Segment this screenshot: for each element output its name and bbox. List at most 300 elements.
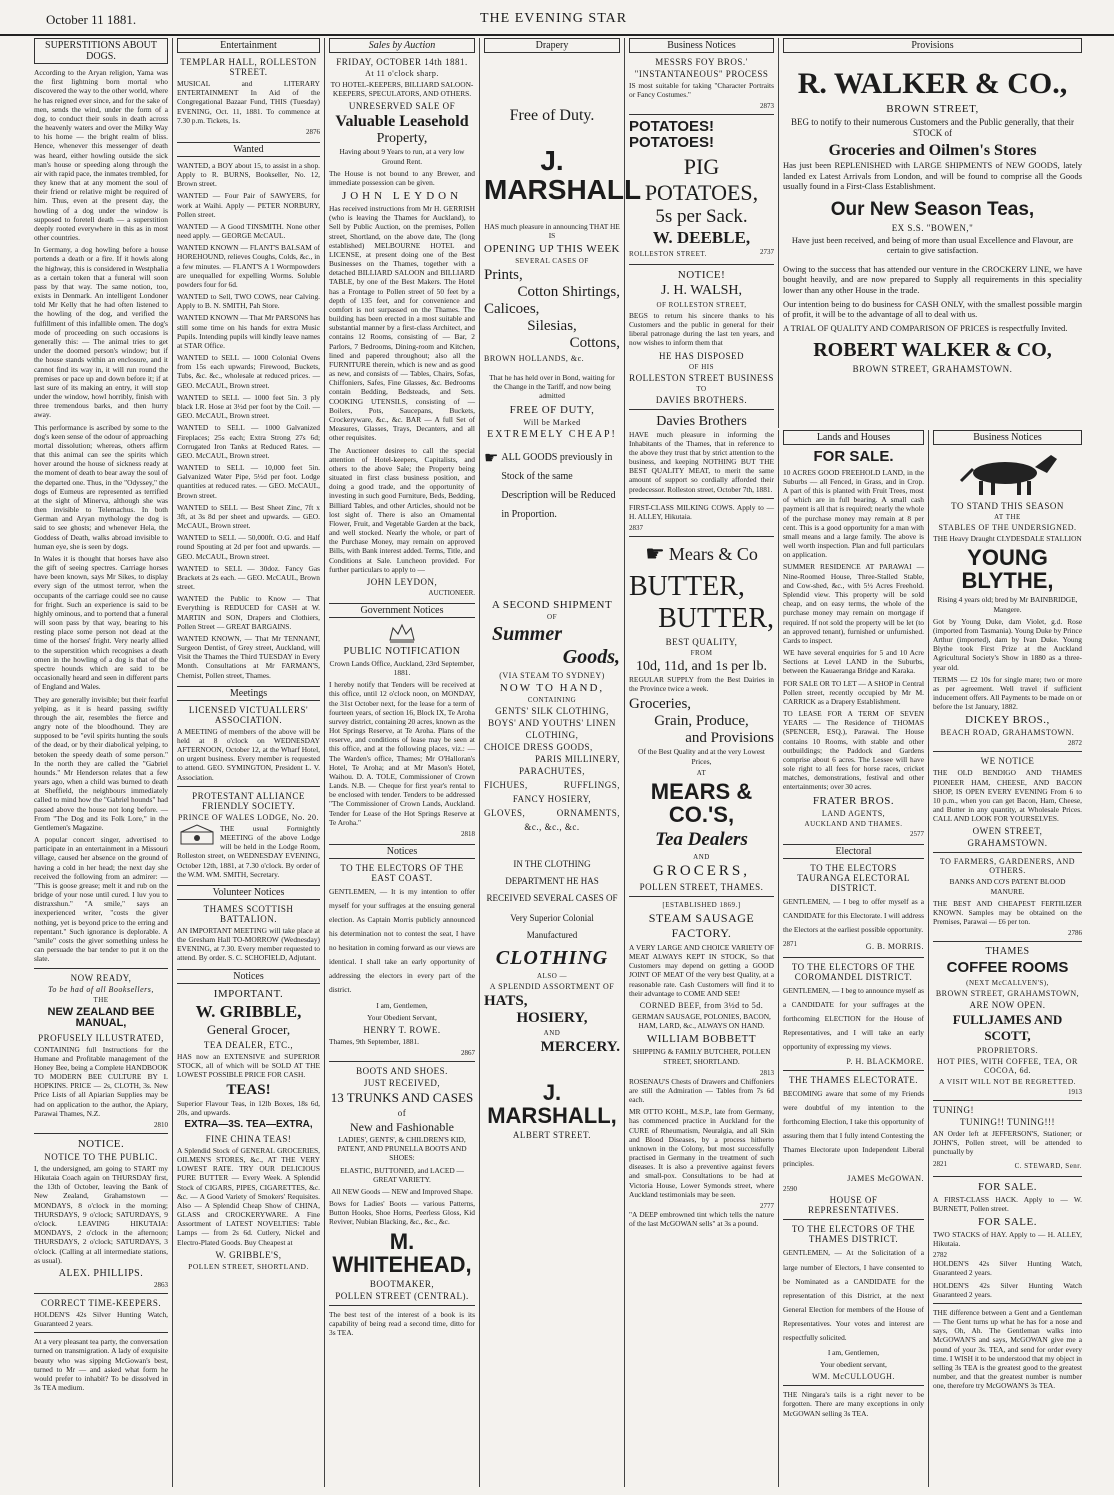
ad-head: IMPORTANT. xyxy=(213,987,284,1000)
ad-body: GENTLEMEN, — At the Solicitation of a large number of Electors, I have consented to be Nominated as a CANDIDATE for the representation of this District, at the next General Election for members of the House of Representatives. Your votes and interest are respectfully solicited. xyxy=(783,1248,924,1342)
land-ad: WE have several enquiries for 5 and 10 Acre Sections at Level LAND in the Suburbs, between the Kauaeranga Bridge and Karaka. xyxy=(783,648,924,676)
land-ad: FOR SALE OR TO LET — A SHOP in Central Pollen street, recently occupied by Mr M. CARRICK as a Drapery Establishment. xyxy=(783,678,924,706)
ad-line: HE HAS DISPOSED xyxy=(658,350,744,361)
section-header: Provisions xyxy=(783,38,1082,53)
ad-line: A VISIT WILL NOT BE REGRETTED. xyxy=(938,1077,1077,1087)
ad-body: Superior Flavour Teas, in 12lb Boxes, 18s 6d, 20s, and upwards. xyxy=(177,1099,320,1118)
ad-signature: P. H. BLACKMORE. xyxy=(846,1057,924,1067)
ad-head: TO STAND THIS SEASON xyxy=(951,501,1064,511)
land-ad: 10 ACRES GOOD FREEHOLD LAND, in the Suburbs — all Fenced, in Grass, and in Crop. A part of this is planted with Fruit Trees, most of which are in full bearing. A small cash payment is all that is required; nearly the whole of the purchase money may remain at 8 per cent. This is a good opportunity for a man with small means and a large family. The above is well worth inspection. Plan and full particulars on application. xyxy=(783,467,924,560)
section-header: Business Notices xyxy=(933,430,1082,445)
ad-address: GRAHAMSTOWN. xyxy=(967,838,1048,849)
ad-line: TEA DEALER, ETC., xyxy=(203,1039,294,1050)
price-line: 5s per Sack. xyxy=(655,205,748,227)
sale-title: Valuable Leasehold xyxy=(335,113,469,131)
ad-body: ROSENAU'S Chests of Drawers and Chiffoniers are still the Admiration — Tables from 7s 6d each. xyxy=(629,1076,774,1105)
ad-signature: JAMES McGOWAN. xyxy=(847,1174,924,1184)
ad-body: I hereby notify that Tenders will be received at this office, until 12 o'clock noon, on MONDAY, the 31st October next, for the lease for a term of fourteen years, of section 16, Block IX, Te Aroha survey district, containing 20 acres, known as the Hot Springs Reserve, at Te Aroha. Plans of the reserve, and conditions of lease may be seen at this office, and at the following places, viz.: — The Warden's office, Thames; Mr O'Halloran's Hotel, Te Aroha; and at Mr Mason's Hotel, Waihou. D. A. TOLE, Commissioner of Crown Lands. N.B. — Cheque for first year's rental to be enclosed with tender. Tenders to be addressed "The Commissioner of Crown Lands, Auckland. Tender for Lease of the Hot Springs Reserve at Te Aroha." xyxy=(329,680,475,827)
ad-line: At 11 o'clock sharp. xyxy=(365,69,439,78)
ad-line: Cottons, xyxy=(569,335,620,352)
wanted-ad: WANTED to SELL — 30doz. Fancy Gas Brackets at 2s each. — GEO. McCAUL, Brown street. xyxy=(177,563,320,592)
ad-line: (VIA STEAM TO SYDNEY) xyxy=(499,670,605,680)
ad-body: HAS much pleasure in announcing THAT HE IS xyxy=(484,221,620,240)
ad-line: EXTRA—3S. TEA—EXTRA, xyxy=(184,1119,313,1131)
ad-line: TUNING! xyxy=(933,1105,974,1116)
ad-signature: W. GRIBBLE'S, xyxy=(215,1249,282,1260)
ad-line: DAVIES BROTHERS. xyxy=(655,394,748,405)
ad-line: JUST RECEIVED, xyxy=(363,1078,441,1089)
ad-number: 1913 xyxy=(1068,1088,1082,1097)
ad-line: ALSO — xyxy=(536,972,568,981)
ad-body: Having about 9 Years to run, at a very low Ground Rent. xyxy=(339,147,465,166)
ad-signature: G. B. MORRIS. xyxy=(865,941,924,951)
ad-line: CONTAINING xyxy=(527,695,577,704)
ad-head: TO THE ELECTORS TAURANGA ELECTORAL DISTRICT. xyxy=(797,862,910,893)
issue-date: October 11 1881. xyxy=(46,12,137,27)
ad-head: CORRECT TIME-KEEPERS. xyxy=(40,1297,162,1308)
ad-line: PROPRIETORS. xyxy=(976,1046,1039,1056)
ad-line: AND xyxy=(543,1029,561,1038)
ad-body: ALL GOODS previously in Stock of the same Description will be Reduced in Proportion. xyxy=(501,451,616,520)
ad-body: A FIRST-CLASS HACK. Apply to — W. BURNETT, Pollen street. xyxy=(933,1194,1082,1213)
ad-line: BOYS' AND YOUTHS' LINEN xyxy=(488,717,616,728)
mears-banner: Mears & Co xyxy=(668,543,758,564)
ad-line: THAMES xyxy=(985,946,1030,958)
column-1 xyxy=(30,38,172,1487)
ad-number: 2737 xyxy=(760,247,774,256)
sale-title: Property, xyxy=(376,131,428,147)
article-paragraph: This performance is ascribed by some to the dog's keen sense of the odour of approaching mortal dissolution; whereas, others affirm that this animal can see the spirits which hover around the house of sickness ready at the moment of death to bear away the soul of the departed one. Thus, in the "Odyssey," the dogs of Eumeus are represented as terrified at the sight of Minerva, although she was then invisible to Telemachus. In both German and Aryan mythology the dog is said to see ghosts; and whenever Hela, the Goddess of Death, walks abroad invisible to human eye, she is seen by dogs. xyxy=(34,422,168,551)
ad-line: Free of Duty. xyxy=(509,107,595,124)
ad-line: ARE NOW OPEN. xyxy=(969,1000,1046,1011)
section-header: Business Notices xyxy=(629,38,774,53)
ad-head: FOR SALE. xyxy=(978,1180,1037,1193)
ad-line: PARACHUTES, xyxy=(519,765,585,776)
ad-line: "INSTANTANEOUS" PROCESS xyxy=(634,69,769,79)
ad-signature: HENRY T. ROWE. xyxy=(363,1024,441,1035)
ad-head: TEMPLAR HALL, ROLLESTON STREET. xyxy=(180,57,317,77)
ad-line: PARIS MILLINERY, xyxy=(534,753,620,764)
wanted-ad: WANTED KNOWN — That Mr PARSONS has still some time on his hands for extra Music Pupils. Intending pupils will kindly leave names at STAR Office. xyxy=(177,313,320,350)
ad-body: TERMS — £2 10s for single mare; two or more as per agreement. Well travel if sufficient inducement offers. All Payments to be made on or before the 1st January, 1882. xyxy=(933,674,1082,712)
newspaper-title: THE EVENING STAR xyxy=(480,11,628,26)
ad-line: OF HIS xyxy=(689,362,714,371)
notice-body: I, the undersigned, am going to START my Hikutaia Coach again on THURSDAY first, the 13th of October, leaving the Bank of New Zealand, Grahamstown — MONDAYS, 8 o'clock in the morning; THURSDAYS, 9 o'clock; SATURDAYS, 9 o'clock. LEAVING HIKUTAIA: MONDAYS, 2 o'clock in the afternoon; THURSDAYS, 2 o'clock; SATURDAYS, 3 o'clock. (Calling at all intermediate stations, as usual). xyxy=(34,1163,168,1265)
column-5 xyxy=(624,38,778,1487)
ad-body: BEGS to return his sincere thanks to his Customers and the public in general for their liberal patronage during the last ten years, and now wishes to inform them that xyxy=(629,310,774,348)
ad-body: GENTLEMEN, — It is my intention to offer myself for your suffrages at the ensuing general election. As Captain Morris publicly announced his determination not to contest the seat, I have no hesitation in coming forward as our views are identical. I shall take an early opportunity of addressing the electors in every part of the district. xyxy=(329,887,475,995)
ad-body: MUSICAL and LITERARY ENTERTAINMENT In Aid of the Congregational Bazaar Fund, THIS (Tuesday) EVENING, Oct. 11, 1881. To commence at 7.30 p.m. Tickets, 1s. xyxy=(177,79,320,125)
ad-line: Silesias, xyxy=(527,318,577,335)
ad-line: ROLLESTON STREET BUSINESS xyxy=(629,372,774,383)
ad-body: All NEW Goods — NEW and Improved Shape. xyxy=(331,1186,473,1196)
ad-head: TO THE ELECTORS OF THE COROMANDEL DISTRICT. xyxy=(791,961,916,982)
deeble-name: W. DEEBLE, xyxy=(652,227,751,247)
ad-line: CORNED BEEF, from 3½d to 5d. xyxy=(639,1000,764,1010)
wanted-ad: WANTED to SELL — 1000 Colonial Ovens from 15s each upwards; Firewood, Buckets, Tubs, &c. &c., wholesale at reduced prices. — GEO. McCAUL, Brown street. xyxy=(177,353,320,390)
ad-number: 2786 xyxy=(1068,929,1082,938)
ad-body: The House is not bound to any Brewer, and immediate possession can be given. xyxy=(329,168,475,187)
ad-line: &c., &c., &c. xyxy=(524,821,580,832)
article-paragraph: In Wales it is thought that horses have also the gift of seeing spectres. Carriage horses have been known, says Mr Sikes, to display every sign of the utmost terror, when the occupants of the carriage could see no cause for fright. Such an experience is said to be highly ominous, and to portend that a funeral will soon pass by that way, bearing to his resting place some person not dead at the time of the horses' fright. Very nearly allied to the superstition which recognises a death omen in the howling of a dog is that of the spectre hounds which are said to be occasionally heard and seen in different parts of England and Wales. xyxy=(34,553,168,692)
wanted-ad: WANTED KNOWN — FLANT'S BALSAM of HOREHOUND, relieves Coughs, Colds, &c., in a few minutes. — FLANT'S A 1 Wormpowders are unequalled for expelling Worms. Soluble powders four for 6d. xyxy=(177,243,320,289)
coffee-rooms-title: COFFEE ROOMS xyxy=(946,959,1069,977)
gribble-name: W. GRIBBLE, xyxy=(195,1001,302,1021)
ad-number: 2876 xyxy=(306,127,320,136)
ad-body: HAS now an EXTENSIVE and SUPERIOR STOCK, all of which will be SOLD AT THE LOWEST POSSIBLE PRICE FOR CASH. xyxy=(177,1051,320,1079)
wanted-ad: WANTED to SELL — 10,000 feet 5in. Galvanized Water Pipe, 5½d per foot. Lodge quantities at reduced rates. — GEO. McCAUL, Brown street. xyxy=(177,463,320,500)
ad-line: LAND AGENTS, xyxy=(821,808,886,818)
ad-number: 2863 xyxy=(154,1280,168,1289)
ad-role: AUCTIONEER. xyxy=(428,588,475,597)
ad-line: HATS, xyxy=(484,993,528,1010)
column-6 xyxy=(778,430,928,1487)
ad-head: PROTESTANT ALLIANCE FRIENDLY SOCIETY. xyxy=(192,790,305,811)
wanted-ad: WANTED to SELL — 1000 Galvanized Fireplaces; 25s each; Extra Strong 27s 6d; Corrugated Iron Tanks at Reduced Rates. — GEO. McCAUL, Brown street. xyxy=(177,423,320,460)
wanted-ad: WANTED to SELL — 1000 feet 5in. 3 ply black I.R. Hose at 3½d per foot by the Coil. — GEO. McCAUL, Brown street. xyxy=(177,392,320,421)
ad-line: 13 TRUNKS AND CASES xyxy=(330,1090,474,1106)
young-blythe-title: YOUNG BLYTHE, xyxy=(961,545,1054,594)
bobbett-name: WILLIAM BOBBETT xyxy=(646,1033,757,1046)
ad-body: GERMAN SAUSAGE, POLONIES, BACON, HAM, LARD, &c., ALWAYS ON HAND. xyxy=(632,1011,771,1031)
ad-line: FRIDAY, OCTOBER 14th 1881. xyxy=(336,57,468,67)
davies-name: Davies Brothers xyxy=(656,413,747,429)
ad-line: TEAS! xyxy=(226,1082,271,1099)
ad-signature: WM. McCULLOUGH. xyxy=(812,1372,895,1382)
ad-number: 2813 xyxy=(760,1068,774,1077)
ad-line: AUCKLAND AND THAMES. xyxy=(804,819,903,828)
ad-head: TO THE ELECTORS OF THE EAST COAST. xyxy=(340,863,464,883)
ad-head: HOUSE OF REPRESENTATIVES. xyxy=(807,1195,900,1216)
ad-body: CONTAINING full Instructions for the Humane and Profitable management of the Honey Bee, being a Complete HANDBOOK TO MODERN BEE CULTURE BY I. HOPKINS. PRICE — 2s, CLOTH, 3s. New Price Lists of all Apiarian Supplies may be had on application to the author, the Apiary, Parawai Thames, N.Z. xyxy=(34,1044,168,1118)
ad-line: and Provisions xyxy=(685,730,774,747)
ad-line: [ESTABLISHED 1869.] xyxy=(662,900,741,909)
ad-head: MESSRS FOY BROS.' xyxy=(655,57,748,67)
ad-line: MERCERY. xyxy=(540,1039,620,1056)
ad-line: I am, Gentlemen, xyxy=(827,1347,880,1357)
article-paragraph: They are generally invisible; but their fearful yelping, as it is heard passing swiftly through the air, resembles the fierce and angry note of the bloodhound. They are supposed to be "evil spirits hunting the souls of the dead, or by their diabolical yelping, to betoken the speedy death of some person." In the north they are called the "Gabriel hounds." Mr Henderson relates that a few years ago, when a child was burned to death at Sheffield, the neighbours immediately called to mind how the "Gabriel hounds" had passed above the house not long before. — From "The Dog and its Folk Lore," in the Gentlemen's Magazine. xyxy=(34,694,168,832)
clothing-title: CLOTHING xyxy=(495,947,609,970)
ad-line: EXTREMELY CHEAP! xyxy=(487,428,617,440)
ad-body: Has just been REPLENISHED with LARGE SHIPMENTS of NEW GOODS, lately landed ex Latest Arrivals from London, and will be found to comprise all the Goods usually found in a First-Class Establishment. xyxy=(783,160,1082,192)
ad-line: TO xyxy=(696,384,707,393)
ad-body: The Auctioneer desires to call the special attention of Hotel-keepers, Capitalists, and others to the above Sale; the Property being situated in first class business position, and doing a good trade, and the opportunity of investing in such good Furniture, Beds, Bedding, Billiard Tables, and other Articles, should not be lost sight of. There is also an Ornamental Flower, Fruit, and Vegetable Garden at the back, and well stocked. Nearly the whole, or part of the Purchase Money, may remain on approved Bills, with Bank interest added. Terms, Title, and Conditions at Sale. Luncheon provided. For further particulars to apply to — xyxy=(329,445,475,574)
filler-paragraph: "A DEEP embrowned tint which tells the nature of the last McGOWAN sells" at 3s a pound. xyxy=(629,1209,774,1229)
ad-address: BEACH ROAD, GRAHAMSTOWN. xyxy=(940,728,1075,738)
ad-line: Prints, xyxy=(484,267,523,284)
ad-line: New and Fashionable xyxy=(350,1120,454,1135)
bee-manual-title: NEW ZEALAND BEE MANUAL, xyxy=(47,1005,155,1030)
masthead xyxy=(0,0,1114,36)
ad-body: LADIES', GENTS', & CHILDREN'S KID, PATENT, AND PRUNELLA BOOTS AND SHOES: xyxy=(337,1135,467,1163)
butter-title: BUTTER, xyxy=(658,603,774,635)
ad-body: HOLDEN'S 42s Silver Hunting Watch, Guaranteed 2 years. xyxy=(34,1309,168,1329)
for-sale-title: FOR SALE. xyxy=(813,448,894,465)
ad-body: Crown Lands Office, Auckland, 23rd September, 1881. xyxy=(329,658,475,678)
ad-line: To be had of all Booksellers, xyxy=(48,984,154,994)
season-teas-title: Our New Season Teas, xyxy=(830,198,1035,220)
goods-title: Goods, xyxy=(562,645,620,668)
ad-line: Your Obedient Servant, xyxy=(367,1012,437,1022)
ad-body: Bows for Ladies' Boots — various Patterns, Button Hooks, Shoe Horns, Peerless Gloss, Kid Reviver, Nubian Blacking, &c., &c., &c. xyxy=(329,1199,475,1227)
ad-line: BEST QUALITY, xyxy=(665,637,738,648)
ad-line: PRINCE OF WALES LODGE, No. 20. xyxy=(177,812,320,822)
ad-number: 2777 xyxy=(760,1201,774,1210)
ad-body: HOLDEN'S 42s Silver Hunting Watch, Guaranteed 2 years. xyxy=(933,1259,1082,1278)
frater-name: FRATER BROS. xyxy=(812,794,895,807)
ad-body: THE OLD BENDIGO AND THAMES PIONEER HAM, CHEESE, AND BACON SHOP, IS OPEN EVERY EVENING From 6 to 10 p.m., when you can get Bacon, Ham, Cheese, and Butter in any quantity, at Wholesale Prices. CALL AND LOOK FOR YOURSELVES. xyxy=(933,768,1082,824)
section-header: Government Notices xyxy=(329,603,475,618)
ad-line: HOSIERY, xyxy=(516,1010,588,1027)
wanted-ad: WANTED, a BOY about 15, to assist in a shop. Apply to R. BURNS, Bookseller, No. 12, Brown street. xyxy=(177,160,320,189)
wanted-ad: WANTED — Four Pair of SAWYERS, for work at Waihi. Apply — PETER NORBURY, Pollen street. xyxy=(177,191,320,219)
ad-body: A VERY LARGE AND CHOICE VARIETY OF MEAT ALWAYS KEPT IN STOCK, So that Customers may depend on getting a GOOD JOINT OF MEAT Of the very best Quality, at a reasonable rate. Cash Customers will find it to their advantage to COME AND SEE! xyxy=(629,942,774,998)
ad-body: REGULAR SUPPLY from the Best Dairies in the Province twice a week. xyxy=(629,675,774,694)
butter-title: BUTTER, xyxy=(629,571,745,603)
wanted-ad: WANTED — A Good TINSMITH. None other need apply. — GEORGE McCAUL. xyxy=(177,221,320,241)
marshall-name: J. MARSHALL xyxy=(484,145,642,206)
ad-body: Very Superior Colonial Manufactured xyxy=(510,912,594,941)
ad-address: POLLEN STREET (CENTRAL). xyxy=(335,1290,469,1301)
ad-head: WE NOTICE xyxy=(980,756,1035,767)
crown-icon xyxy=(387,622,417,644)
pointing-hand-icon: ☛ xyxy=(484,449,499,467)
ad-address: BROWN STREET, GRAHAMSTOWN. xyxy=(852,364,1013,375)
ad-body: IN THE CLOTHING DEPARTMENT HE HAS RECEIVED SEVERAL CASES OF xyxy=(486,858,618,903)
ad-address: ROLLESTON STREET. xyxy=(629,249,707,258)
ad-line: Groceries, xyxy=(629,696,692,713)
horse-icon xyxy=(943,449,1073,497)
ad-line: A SPLENDID ASSORTMENT OF xyxy=(489,982,615,992)
filler-paragraph: THE Ningara's tails is a right never to be forgotten. There are many exceptions in only McGOWAN selling 3s TEA. xyxy=(783,1390,924,1418)
butter-price: 10d, 11d, and 1s per lb. xyxy=(636,659,767,675)
ad-line: CLOTHING, xyxy=(525,729,579,740)
ad-line: AT THE xyxy=(994,513,1021,521)
ad-line: GENTS' SILK CLOTHING, xyxy=(495,705,609,716)
ad-line: Will be Marked xyxy=(523,417,581,427)
ad-number: 2871 xyxy=(783,939,797,948)
ad-line: SEVERAL CASES OF xyxy=(515,257,589,266)
land-ad: TO LEASE FOR A TERM OF SEVEN YEARS — The Residence of THOMAS (SPENCER, ESQ.), Parawai. The House contains 10 Rooms, with stable and other outbuildings; the Paddock and Gardens comprise about 6 acres. The Lessee will have sole right to all fees for horse races, cricket matches, demonstrations, festival and other entertainments; over 30 acres. xyxy=(783,709,924,792)
ad-body: HAVE much pleasure in informing the Inhabitants of the Thames, that in reference to the above they trust that by strict attention to the business, and keeping NOTHING BUT THE BEST QUALITY MEAT, to merit the same amount of support so cordially afforded their predecessor. Rolleston street, October 7th, 1881. xyxy=(629,429,774,494)
ad-line: ORNAMENTS, xyxy=(556,807,620,818)
wanted-ad: WANTED KNOWN, — That Mr TENNANT, Surgeon Dentist, of Grey street, Auckland, will Visit the Thames the Third TUESDAY in Every Month. Consultations at Mr FARMAN'S, Chemist, Pollen street, Thames. xyxy=(177,633,320,680)
dickey-name: DICKEY BROS., xyxy=(965,714,1050,727)
ad-line: FICHUES, xyxy=(484,779,528,790)
ad-line: I am, Gentlemen, xyxy=(376,1000,428,1010)
ad-number: 2867 xyxy=(461,1049,475,1058)
article-paragraph: In Germany, a dog howling before a house portends a death or a fire. If it howls along the highway, this is considered in Westphalia as a certain token that a funeral will soon pass by that way. The same notion, too, exists in Denmark. An intelligent Londoner told Mr Kelly that he had often listened to the howling of the dog, and verified the fulfillment of this infallible omen. The dog's mode of proceeding on such occasions is generally this: — The animal tries to get under the doomed person's window; but if the house stands within an enclosure, and it cannot find its way in, it will run round the premises or pace up and down before it; if at last sure of its making an entry, it will stop under the window, howl horribly, finish with three tremendous barks, and then hurry away. xyxy=(34,245,168,420)
marshall-name: J. MARSHALL, xyxy=(487,1080,617,1129)
ad-line: OF xyxy=(547,612,557,621)
ad-body: SHIPPING & FAMILY BUTCHER, POLLEN STREET, SHORTLAND. xyxy=(632,1047,771,1066)
ad-line: NOW READY, xyxy=(70,972,132,983)
ad-line: OF ROLLESTON STREET, xyxy=(656,300,747,309)
wanted-ad: WANTED to SELL — Best Sheet Zinc, 7ft x 3ft, at 3s 8d per sheet and upwards. — GEO. McCAUL, Brown street. xyxy=(177,502,320,531)
fulljames-name: FULLJAMES AND SCOTT, xyxy=(952,1012,1063,1044)
walker-name: ROBERT WALKER & CO, xyxy=(813,339,1052,362)
filler-paragraph: The best test of the interest of a book is its capability of being read a second time, ditto for 3s TEA. xyxy=(329,1309,475,1338)
article-paragraph: A popular concert singer, advertised to participate in an entertainment in a Missouri village, caused her absence on the ground of having a cold in her head; the next day she received the following from an admirer: — "This is goose grease; melt it and rub on the bridge of your nose until cured. I luv you to distraxshun." "A smile," says an inexperienced writer, "costs the giver nothing, yet is beyond price to the erring and repentant." Such ignorance is deplorable. A "smile" costs the giver something unless he can persuade the bar tender to put it on the slate. xyxy=(34,835,168,964)
pig-potatoes-title: PIG POTATOES, xyxy=(644,153,759,205)
ad-line: NOW TO HAND, xyxy=(499,681,605,694)
ad-address: OWEN STREET, xyxy=(972,826,1043,837)
ad-line: THE xyxy=(93,995,109,1004)
ad-body: BANKS AND CO'S PATENT BLOOD MANURE. xyxy=(949,877,1066,896)
section-header: Volunteer Notices xyxy=(177,885,320,900)
notice-signature: ALEX. PHILLIPS. xyxy=(58,1267,144,1279)
ad-line: GROCERS, xyxy=(653,862,750,879)
ad-body: GENTLEMEN, — I beg to offer myself as a CANDIDATE for this Electorate. I will address the Electors at the earliest possible opportunity. xyxy=(783,896,924,934)
ad-signature: JOHN LEYDON, xyxy=(366,576,438,587)
section-header: Meetings xyxy=(177,686,320,701)
ad-line: of xyxy=(397,1108,407,1119)
summer-title: Summer xyxy=(492,622,563,645)
ad-body: THE BEST AND CHEAPEST FERTILIZER KNOWN. Samples may be obtained on the Premises, Parawai — £6 per ton. xyxy=(933,898,1082,927)
ad-body: THE usual Fortnightly MEETING of the above Lodge will be held in the Lodge Room, Rolleston street, on WEDNESDAY EVENING, October 12th, 1881, at 7.30 o'clock. By order of the W.M. WM. SMITH, Secretary. xyxy=(177,823,320,879)
article-title: SUPERSTITIONS ABOUT DOGS. xyxy=(34,38,168,64)
walsh-name: J. H. WALSH, xyxy=(660,282,743,298)
ad-body: BECOMING aware that some of my Friends were doubtful of my intention to the forthcoming Election, I take this opportunity of assuring them that I fully intend Contesting the Thames Electorate upon Independent Liberal principles. xyxy=(783,1089,924,1169)
ad-body: A TRIAL OF QUALITY AND COMPARISON OF PRICES is respectfully Invited. xyxy=(783,322,1068,333)
ad-body: Our intention being to do business for CASH ONLY, with the smallest possible margin of profit, it will be to the advantage of all to deal with us. xyxy=(783,298,1082,320)
section-header: Wanted xyxy=(177,142,320,157)
ad-head: NOTICE! xyxy=(677,268,726,281)
ad-line: FREE OF DUTY, xyxy=(509,403,595,416)
ad-head: PUBLIC NOTIFICATION xyxy=(343,645,461,657)
ad-body: GENTLEMEN, — I beg to announce myself as a CANDIDATE for your suffrages at the forthcoming ELECTION for the House of Representatives, and I will take an early opportunity of expressing my views. xyxy=(783,985,924,1052)
ad-line: Grain, Produce, xyxy=(654,713,749,730)
ad-body: TWO STACKS of HAY. Apply to — H. ALLEY, Hikutaia. xyxy=(933,1229,1082,1249)
ad-line: BROWN STREET, xyxy=(886,103,979,115)
groceries-title: Groceries and Oilmen's Stores xyxy=(828,142,1037,160)
section-header: Entertainment xyxy=(177,38,320,53)
land-ad: SUMMER RESIDENCE AT PARAWAI — Nine-Roomed House, Three-Stalled Stable, and Cow-shed, &c., with 5½ Acres Freehold. Splendid view. This property will be sold cheap, and on easy terms, the whole of the purchase money may remain on mortgage if required. If not sold the property will be let (to an approved tenant), furnished or unfurnished. Cards to inspect. xyxy=(783,562,924,645)
column-3 xyxy=(324,38,479,1487)
ad-line: General Grocer, xyxy=(206,1021,291,1037)
ad-line: Cotton Shirtings, xyxy=(517,284,620,301)
ad-body: A Splendid Stock of GENERAL GROCERIES, OILMEN'S STORES, &c., AT THE VERY LOWEST RATE. TRY OUR DELICIOUS PURE BUTTER — Every Week. A Splendid Stock of CIGARS, PIPES, CIGARETTES, &c. &c. — A Good Variety of Smokers' Requisites. Also — A Splendid Cheap Show of CHINA, GLASS and CROCKERYWARE. A Fine Assortment of LATEST NOVELTIES: Table Lamps — from 2s 6d. Cutlery, Nickel and Electro-Plated Goods. Buy Cheapest at xyxy=(177,1145,320,1247)
notice-head: NOTICE. xyxy=(77,1137,125,1150)
ad-body: MR OTTO KOHL, M.S.P., late from Germany, has commenced practice in Auckland for the CURE of Rheumatism, Neuralgia, and all Skin and Blood Diseases, by a process hitherto unknown in the Colony, but most successfully practised in Germany in the treatment of such diseases. It is also a preventive against fevers and small-pox. Consultations to be had at Victoria House, Lower Symonds street, where Auckland testimonials may be seen. xyxy=(629,1107,774,1199)
ad-body: THE Heavy Draught CLYDESDALE STALLION xyxy=(933,534,1082,543)
ad-number: 2872 xyxy=(1068,739,1082,748)
ad-head: STEAM SAUSAGE FACTORY. xyxy=(648,910,755,940)
pointing-hand-icon: ☛ xyxy=(645,541,665,567)
ad-head: THAMES SCOTTISH BATTALION. xyxy=(203,903,294,924)
ad-head: TO THE ELECTORS OF THE THAMES DISTRICT. xyxy=(791,1224,916,1245)
provisions-block xyxy=(778,38,1086,428)
article-paragraph: According to the Aryan religion, Yama was the first lightning born mortal who discovered the way to the other world, where he has reigned ever since, and for the sake of men, sends the wind, under the form of a dog, to conduct their souls in death across the heavenly waters and over the Milky Way to his home — the bright realm of bliss. Hence, whenever this messenger of death was heard, either howling outside the sick man's house or speeding along through the air with rapid pace, the inmates trembled, for they knew that at any moment the soul of their friend or relative might be required of him. Thus, even at the present day, the howling of a dog under the window is supposed to foretell death — a superstition deeply rooted everywhere in this as in most other countries. xyxy=(34,68,168,243)
ad-line: OPENING UP THIS WEEK xyxy=(484,243,620,256)
notice-sub: NOTICE TO THE PUBLIC. xyxy=(44,1151,158,1162)
section-header: Notices xyxy=(329,844,475,859)
ad-line: STABLES OF THE UNDERSIGNED. xyxy=(938,523,1077,532)
wanted-ad: WANTED to SELL — 50,000ft. O.G. and Half round Spouting at 2d per foot and upwards. — GEO. McCAUL, Brown street. xyxy=(177,533,320,561)
ad-line: AND xyxy=(693,852,710,861)
ad-line: PROFUSELY ILLUSTRATED, xyxy=(38,1032,164,1043)
walker-name: R. WALKER & CO., xyxy=(797,67,1068,100)
ad-number: 2821 xyxy=(933,1159,947,1168)
ad-number: 2873 xyxy=(760,102,774,111)
filler-paragraph: At a very pleasant tea party, the conversation turned on transmigration. A lady of exquisite beauty who was sipping McGowan's best, turned to Mr — and asked what form he would prefer to inhabit? To be dissolved in 3s TEA medium. xyxy=(34,1337,168,1393)
ad-number: 2837 xyxy=(629,524,643,533)
ad-line: CHOICE DRESS GOODS, xyxy=(484,741,593,752)
ad-body: Thames, 9th September, 1881. xyxy=(329,1036,420,1046)
ad-address: ALBERT STREET. xyxy=(512,1130,592,1141)
filler-paragraph: THE difference between a Gent and a Gentleman — The Gent turns up what he has for a nose and says, Oh, Ah. The Gentleman walks into McGOWAN'S and says, McGOWAN give me a pound of your 3s. TEA, and send for order every time. I WISH it to be understood that my object in selling 3s TEA is the greatest good to the greatest number, and that the greatest number is number one, therefore try McGOWAN'S 3s TEA. xyxy=(933,1307,1082,1391)
ad-line: AT xyxy=(696,768,707,777)
column-2 xyxy=(172,38,324,1487)
potatoes-title: POTATOES! POTATOES! xyxy=(629,118,715,152)
ad-line: FANCY HOSIERY, xyxy=(512,793,592,804)
ad-line: EX S.S. "BOWEN," xyxy=(891,222,974,233)
wanted-ad: WANTED to Sell, TWO COWS, near Calving. Apply to B. N. SMITH, Pah Store. xyxy=(177,292,320,311)
ad-body: HOLDEN'S 42s Silver Hunting Watch Guaranteed 2 years. xyxy=(933,1280,1082,1299)
ad-line: BROWN HOLLANDS, &c. xyxy=(484,354,585,364)
lodge-emblem-icon xyxy=(177,824,217,846)
ad-address: POLLEN STREET, SHORTLAND. xyxy=(188,1261,309,1271)
section-header: Sales by Auction xyxy=(329,38,475,53)
section-header: Drapery xyxy=(484,38,620,53)
ad-body: AN IMPORTANT MEETING will take place at the Gresham Hall TO-MORROW (Wednesday) EVENING, at 7.30. Every member requested to attend. By order. S. C. SCHOFIELD, Adjutant. xyxy=(177,925,320,963)
ad-line: (NEXT McCALLVEN'S), xyxy=(966,979,1049,988)
whitehead-name: M. WHITEHEAD, xyxy=(332,1228,472,1277)
ad-head: BOOTS AND SHOES. xyxy=(356,1066,448,1077)
ad-line: FINE CHINA TEAS! xyxy=(205,1133,292,1144)
ad-line: Your obedient servant, xyxy=(820,1360,887,1370)
ad-line: FROM xyxy=(690,649,713,658)
ad-line: TUNING!! TUNING!!! xyxy=(959,1117,1056,1128)
ad-line: GLOVES, xyxy=(484,807,526,818)
ad-address: POLLEN STREET, THAMES. xyxy=(639,881,764,892)
ad-line: UNRESERVED SALE OF xyxy=(348,101,456,112)
section-header: Lands and Houses xyxy=(783,430,924,445)
mears-name: MEARS & CO.'S, xyxy=(650,778,753,827)
ad-body: That he has held over in Bond, waiting for the Change in the Tariff, and now being admitted xyxy=(489,373,615,401)
section-header: Notices xyxy=(177,969,320,984)
ad-signature: C. STEWARD, Senr. xyxy=(1014,1161,1082,1170)
ad-head: LICENSED VICTUALLERS' ASSOCIATION. xyxy=(188,704,309,725)
column-7 xyxy=(928,430,1086,1487)
section-header: Electoral xyxy=(783,844,924,859)
wanted-ad: WANTED the Public to Know — That Everything is REDUCED for CASH at W. MARTIN and SON, Drapers and Clothiers, Pollen Street — GREAT BARGAINS. xyxy=(177,594,320,631)
ad-number: 2590 xyxy=(783,1185,797,1194)
ad-body: BEG to notify to their numerous Customers and the Public generally, that their STOCK of xyxy=(790,117,1075,139)
ad-number: 2782 xyxy=(933,1251,947,1260)
ad-number: 2818 xyxy=(461,830,475,838)
ad-body: Rising 4 years old; bred by Mr BAINBRIDGE, Mangere. xyxy=(937,595,1078,614)
ad-body: Owing to the success that has attended our venture in the CROCKERY LINE, we have bought heavily, and are now prepared to Supply all requirements in this speciality lower than any other House in the trade. xyxy=(783,263,1082,295)
ad-body: Got by Young Duke, dam Violet, g.d. Rose (imported from Tasmania). Young Duke by Prince Arthur (imported), dam by Ivan Duke. Young Blythe took First Prize at the Auckland Agricultural Society's Show in 1880 as a three-year old. xyxy=(933,616,1082,672)
ad-line: RUFFLINGS, xyxy=(563,779,620,790)
ad-body: Has received instructions from Mr H. GERRISH (who is leaving the Thames for Auckland), to Sell by Public Auction, on the premises, Pollen street, Shortland, on the above date, The (long established) MELBOURNE HOTEL and LICENSE, at present doing one of the Best Businesses on the Thames, together with a detached BILLIARD SALOON and BILLIARD TABLE, by one of the Best Makers. The Hotel has a Frontage to Pollen street of 50 feet by a depth of 135 feet, and for convenience and comfort is not surpassed on the Thames. The building has been erected in a most suitable and substantial manner by a first-class Architect, and contains 12 Rooms, consisting of — Bar, 2 Parlors, 7 Bedrooms, Dining-room and Kitchen, lined and papered throughout; also all the FURNITURE therein, which is new and as good as new, and consists of — Tables, Chairs, Sofas, Chiffoniers, Safes, Fine Glasses, &c. Bedrooms contain Bedding, Bedsteads, and Sets. COOKING UTENSILS, consisting of — Boilers, Pots, Saucepans, Buckets, Crockeryware, &c., &c. BAR — A full Set of Measures, Glasses, Trays, Decanters, and all other requisites. xyxy=(329,204,475,443)
ad-body: TO HOTEL-KEEPERS, BILLIARD SALOON-KEEPERS, SPECULATORS, AND OTHERS. xyxy=(330,80,474,99)
auctioneer-name: JOHN LEYDON xyxy=(341,190,463,203)
ad-body: FIRST-CLASS MILKING COWS. Apply to — H. ALLEY, Hikutaia. xyxy=(629,502,774,521)
ad-line: BOOTMAKER, xyxy=(369,1278,435,1289)
ad-body: A MEETING of members of the above will be held at 8 o'clock on WEDNESDAY AFTERNOON, October 12, at the Wharf Hotel, on urgent business. Every member is requested to attend. GEO. SYMINGTON, President L. V. Association. xyxy=(177,726,320,782)
ad-body: IS most suitable for taking "Character Portraits or Fancy Costumes." xyxy=(629,81,774,100)
ad-address: BROWN STREET, GRAHAMSTOWN, xyxy=(935,989,1080,999)
ad-body: ELASTIC, BUTTONED, and LACED — GREAT VARIETY. xyxy=(340,1165,464,1184)
ad-line: A SECOND SHIPMENT xyxy=(491,598,613,611)
ad-head: THE THAMES ELECTORATE. xyxy=(789,1075,918,1086)
ad-line: Calicoes, xyxy=(484,301,540,318)
ad-head: FOR SALE. xyxy=(978,1215,1037,1228)
ad-number: 2810 xyxy=(154,1120,168,1129)
ad-body: Have just been received, and being of more than usual Excellence and Flavour, are certain to give satisfaction. xyxy=(791,234,1074,256)
